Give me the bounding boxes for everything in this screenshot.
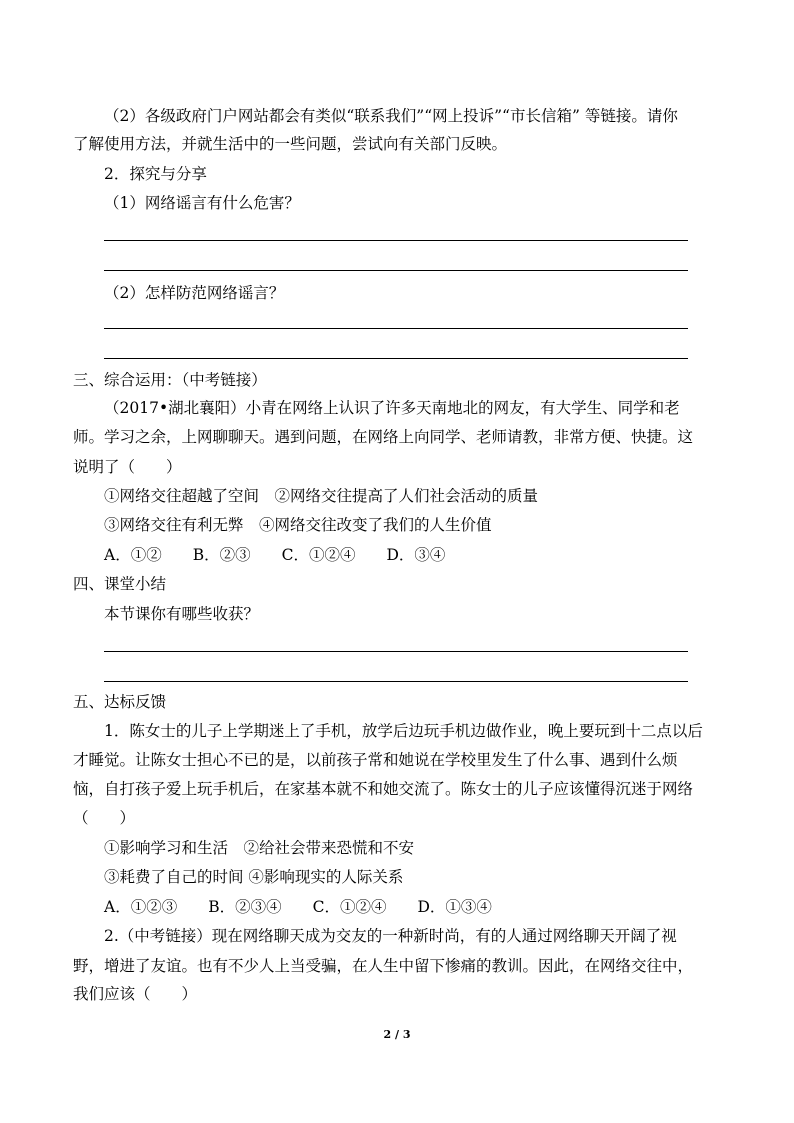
question-text: （1）网络谣言有什么危害？: [104, 194, 300, 212]
text-line: （2）各级政府门户网站都会有类似“联系我们”“网上投诉”“市长信箱” 等链接。请你: [104, 107, 678, 125]
section-heading: 四、课堂小结: [73, 575, 167, 593]
answer-choices: A．①② B．②③ C．①②④ D．③④: [104, 546, 446, 564]
text-line: 1．陈女士的儿子上学期迷上了手机，放学后边玩手机边做作业，晚上要玩到十二点以后: [104, 722, 703, 740]
answer-line: [104, 681, 688, 682]
option-line: ③耗费了自己的时间 ④影响现实的人际关系: [104, 868, 404, 886]
answer-line: [104, 240, 688, 241]
answer-line: [104, 651, 688, 652]
text-line: 2.（中考链接）现在网络聊天成为交友的一种新时尚，有的人通过网络聊天开阔了视: [104, 927, 677, 945]
answer-line: [104, 270, 688, 271]
text-line: 野，增进了友谊。也有不少人上当受骗，在人生中留下惨痛的教训。因此，在网络交往中，: [73, 957, 694, 975]
option-line: ①影响学习和生活 ②给社会带来恐慌和不安: [104, 839, 415, 857]
option-line: ①网络交往超越了空间 ②网络交往提高了人们社会活动的质量: [104, 487, 539, 505]
answer-line: [104, 358, 688, 359]
page-number: 2 / 3: [383, 1028, 411, 1041]
text-line: （2017•湖北襄阳）小青在网络上认识了许多天南地北的网友，有大学生、同学和老: [104, 399, 680, 417]
text-line: 恼，自打孩子爱上玩手机后，在家基本就不和她交流了。陈女士的儿子应该懂得沉迷于网络: [73, 780, 694, 798]
question-text: （2）怎样防范网络谣言？: [104, 284, 285, 302]
section-heading: 2．探究与分享: [104, 165, 207, 183]
answer-line: [104, 328, 688, 329]
text-line: 师。学习之余，上网聊聊天。遇到问题，在网络上向同学、老师请教，非常方便、快捷。这: [73, 428, 694, 446]
text-line: 我们应该（ ）: [73, 985, 198, 1003]
answer-choices: A．①②③ B．②③④ C．①②④ D．①③④: [104, 898, 492, 916]
text-line: 说明了（ ）: [73, 458, 182, 476]
section-heading: 三、综合运用：（中考链接）: [73, 371, 267, 389]
text-line: 才睡觉。让陈女士担心不已的是，以前孩子常和她说在学校里发生了什么事、遇到什么烦: [73, 751, 678, 769]
question-text: 本节课你有哪些收获？: [104, 605, 260, 623]
option-line: ③网络交往有利无弊 ④网络交往改变了我们的人生价值: [104, 516, 492, 534]
text-line: （ ）: [73, 809, 136, 827]
section-heading: 五、达标反馈: [73, 693, 167, 711]
text-line: 了解使用方法，并就生活中的一些问题，尝试向有关部门反映。: [73, 135, 508, 153]
